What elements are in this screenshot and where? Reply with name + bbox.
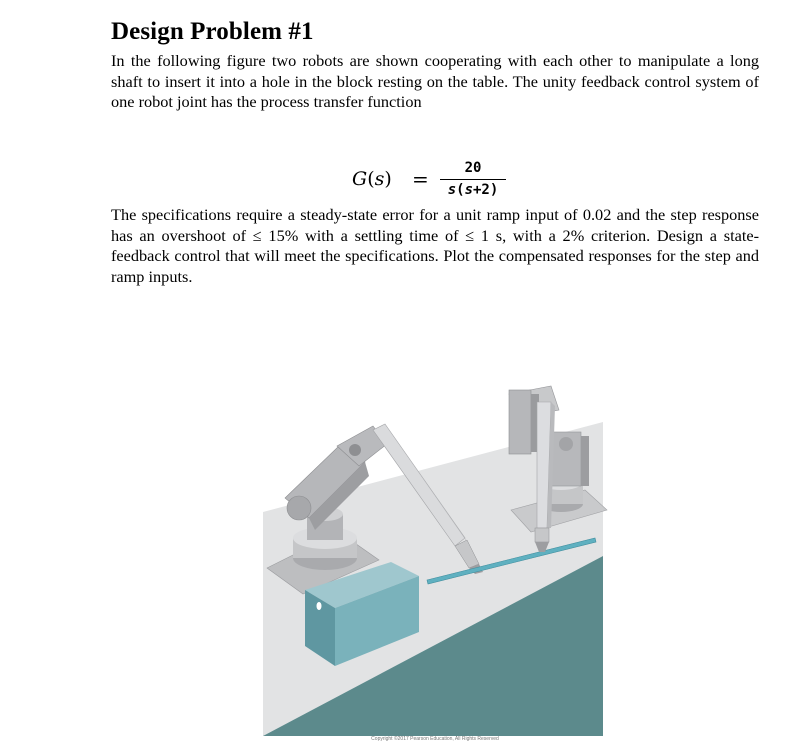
right-robot-gripper	[535, 528, 549, 542]
right-robot-arm-block	[509, 390, 531, 454]
figure-copyright: Copyright ©2017 Pearson Education, All Rights Reserved	[371, 736, 499, 742]
equation-denominator	[438, 182, 508, 198]
equation-den-var2: s	[464, 182, 473, 199]
equation-lhs	[352, 168, 392, 190]
equation-den-var1: s	[447, 182, 457, 199]
equation-lhs-func: G	[352, 168, 368, 190]
problem-specifications-paragraph: The specifications require a steady-state error for a unit ramp input of 0.02 and the step response has an overshoot of ≤ 15% with a settling time of ≤ 1 s, with a 2% criterion. Design a state-feedback control that will meet the specifications. Plot the compensated responses for the step and ramp inputs.	[111, 205, 759, 286]
right-robot-shoulder-joint	[559, 437, 573, 451]
block-hole	[317, 602, 322, 610]
equation-den-open: (	[456, 182, 465, 199]
problem-intro-paragraph: In the following figure two robots are shown cooperating with each other to manipulate a long shaft to insert it into a hole in the block resting on the table. The unity feedback control system of one robot joint has the process transfer function	[111, 51, 759, 112]
equation-equals: =	[412, 167, 429, 191]
left-robot-elbow-joint	[349, 444, 361, 456]
equation-lhs-open: (	[367, 168, 375, 190]
robots-figure	[255, 380, 615, 736]
fraction-bar	[440, 179, 506, 180]
equation-den-close: +2)	[473, 182, 499, 199]
right-robot-tower-side	[581, 436, 589, 486]
equation-fraction	[438, 160, 508, 198]
transfer-function-equation	[352, 160, 512, 204]
equation-lhs-close: )	[384, 168, 392, 190]
equation-lhs-var: s	[374, 168, 385, 190]
problem-title: Design Problem #1	[111, 18, 314, 45]
left-robot-shoulder-joint	[287, 496, 311, 520]
equation-numerator: 20	[464, 160, 482, 176]
